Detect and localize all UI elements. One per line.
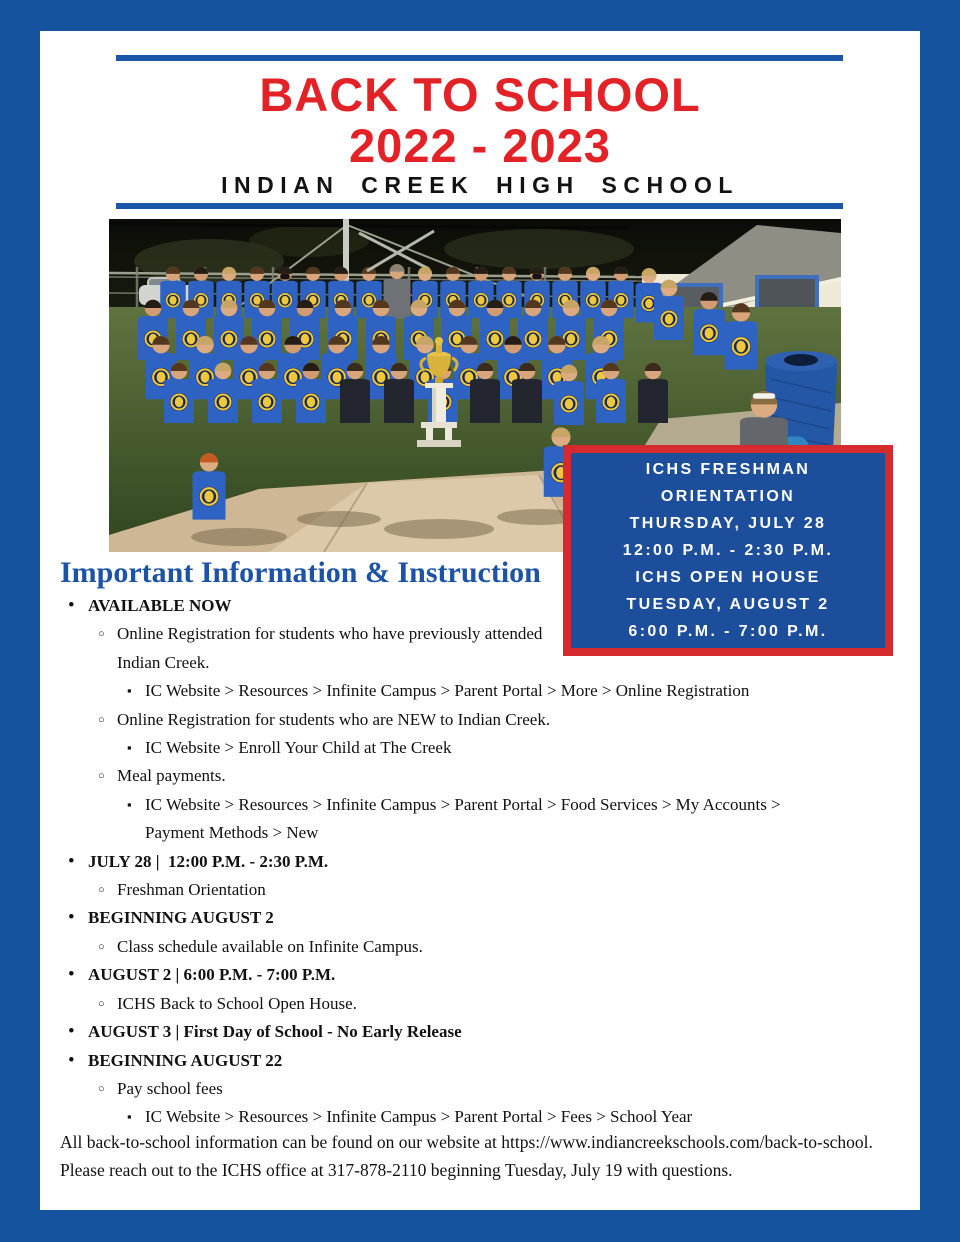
bullet-marker [68, 1047, 75, 1075]
bullet-marker [127, 1102, 132, 1131]
footer-note [60, 1129, 905, 1184]
list-item: • BEGINNING AUGUST 2 [62, 904, 902, 932]
page-title [40, 69, 920, 171]
bullet-marker [127, 733, 132, 762]
event-box-line: THURSDAY, JULY 28 [629, 515, 827, 532]
bullet-marker [98, 874, 105, 904]
list-item: • BEGINNING AUGUST 22 [62, 1047, 902, 1075]
header-rule-top [116, 55, 843, 61]
bullet-marker [68, 904, 75, 932]
list-item: ○ Online Registration for students who have previously attended Indian Creek. [62, 620, 562, 677]
list-item: • AUGUST 2 | 6:00 P.M. - 7:00 P.M. [62, 961, 902, 989]
list-item: ○ Freshman Orientation [62, 876, 902, 904]
event-box-line: ICHS OPEN HOUSE [635, 569, 821, 586]
school-name: INDIAN CREEK HIGH SCHOOL [221, 172, 739, 198]
event-box [563, 445, 893, 656]
list-item: ○ Online Registration for students who are NEW to Indian Creek. [62, 706, 902, 734]
footer-line-2: Please reach out to the ICHS office at 317-878-2110 beginning Tuesday, July 19 with questions. [60, 1159, 733, 1180]
bullet-marker [127, 676, 132, 705]
bullet-marker [68, 961, 75, 989]
bullet-marker [68, 592, 75, 620]
page-border-left [0, 0, 40, 1242]
page-border-bottom [0, 1210, 960, 1242]
bullet-marker [98, 704, 105, 734]
event-box-line: ICHS FRESHMAN [645, 461, 811, 478]
title-line-1: BACK TO SCHOOL [259, 68, 701, 121]
event-box-line: 12:00 P.M. - 2:30 P.M. [622, 542, 834, 559]
bullet-marker [98, 988, 105, 1018]
list-item: ○ Pay school fees [62, 1075, 902, 1103]
page-border-right [920, 0, 960, 1242]
bullet-marker [98, 618, 105, 648]
bullet-marker [68, 848, 75, 876]
list-item: ▪ IC Website > Resources > Infinite Campus > Parent Portal > Food Services > My Accounts > Payment Methods > New [62, 791, 842, 848]
list-item: ○ Meal payments. [62, 762, 902, 790]
list-item: ○ ICHS Back to School Open House. [62, 990, 902, 1018]
footer-line-1: All back-to-school information can be found on our website at https://www.indiancreekschools.com/back-to-school. [60, 1132, 873, 1152]
list-item: ▪ IC Website > Resources > Infinite Campus > Parent Portal > Fees > School Year [62, 1103, 842, 1131]
event-box-line: 6:00 P.M. - 7:00 P.M. [628, 623, 828, 640]
list-item: ▪ IC Website > Resources > Infinite Campus > Parent Portal > More > Online Registration [62, 677, 842, 705]
event-box-line: TUESDAY, AUGUST 2 [626, 596, 830, 613]
bullet-marker [127, 790, 132, 819]
bullet-marker [98, 931, 105, 961]
list-item: • AVAILABLE NOW [62, 592, 902, 620]
event-box-line: ORIENTATION [660, 488, 796, 505]
section-heading: Important Information & Instruction [60, 556, 541, 589]
bullet-marker [98, 1073, 105, 1103]
list-item: • AUGUST 3 | First Day of School - No Early Release [62, 1018, 902, 1046]
bullet-marker [98, 760, 105, 790]
header-rule-bottom [116, 203, 843, 209]
list-item: ▪ IC Website > Enroll Your Child at The Creek [62, 734, 842, 762]
list-item: ○ Class schedule available on Infinite Campus. [62, 933, 902, 961]
bullet-marker [68, 1018, 75, 1046]
page-border-top [0, 0, 960, 31]
info-list [62, 592, 902, 1132]
title-line-2: 2022 - 2023 [349, 119, 611, 172]
list-item: • JULY 28 | 12:00 P.M. - 2:30 P.M. [62, 848, 902, 876]
